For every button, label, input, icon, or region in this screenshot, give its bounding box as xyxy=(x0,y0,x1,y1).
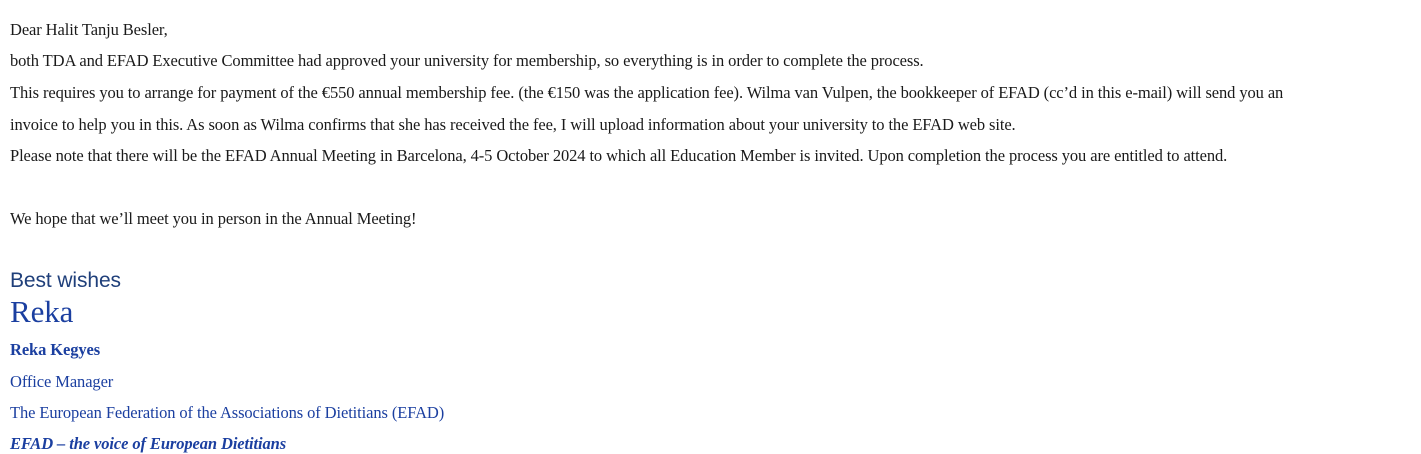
email-paragraph-hope: We hope that we’ll meet you in person in the Annual Meeting! xyxy=(10,209,417,228)
email-paragraph-invoice: invoice to help you in this. As soon as Wilma confirms that she has received the fee, I will upload information about your university to the EFAD web site. xyxy=(10,115,1016,134)
signature-first-name: Reka xyxy=(10,294,74,329)
email-paragraph-meeting: Please note that there will be the EFAD Annual Meeting in Barcelona, 4-5 October 2024 to which all Education Member is invited. Upon completion the process you are entitled to attend. xyxy=(10,146,1228,165)
signature-full-name: Reka Kegyes xyxy=(10,340,101,359)
email-paragraph-approval: both TDA and EFAD Executive Committee had approved your university for membership, so everything is in order to complete the process. xyxy=(10,51,924,70)
signature-role: Office Manager xyxy=(10,372,114,391)
signature-slogan: EFAD – the voice of European Dietitians xyxy=(10,434,287,453)
signature-organization: The European Federation of the Associations of Dietitians (EFAD) xyxy=(10,403,445,422)
email-greeting: Dear Halit Tanju Besler, xyxy=(10,20,168,39)
signature-closing: Best wishes xyxy=(10,269,121,292)
email-paragraph-payment: This requires you to arrange for payment of the €550 annual membership fee. (the €150 was the application fee). Wilma van Vulpen, the bookkeeper of EFAD (cc’d in this e-mail) will send you an xyxy=(10,83,1284,102)
